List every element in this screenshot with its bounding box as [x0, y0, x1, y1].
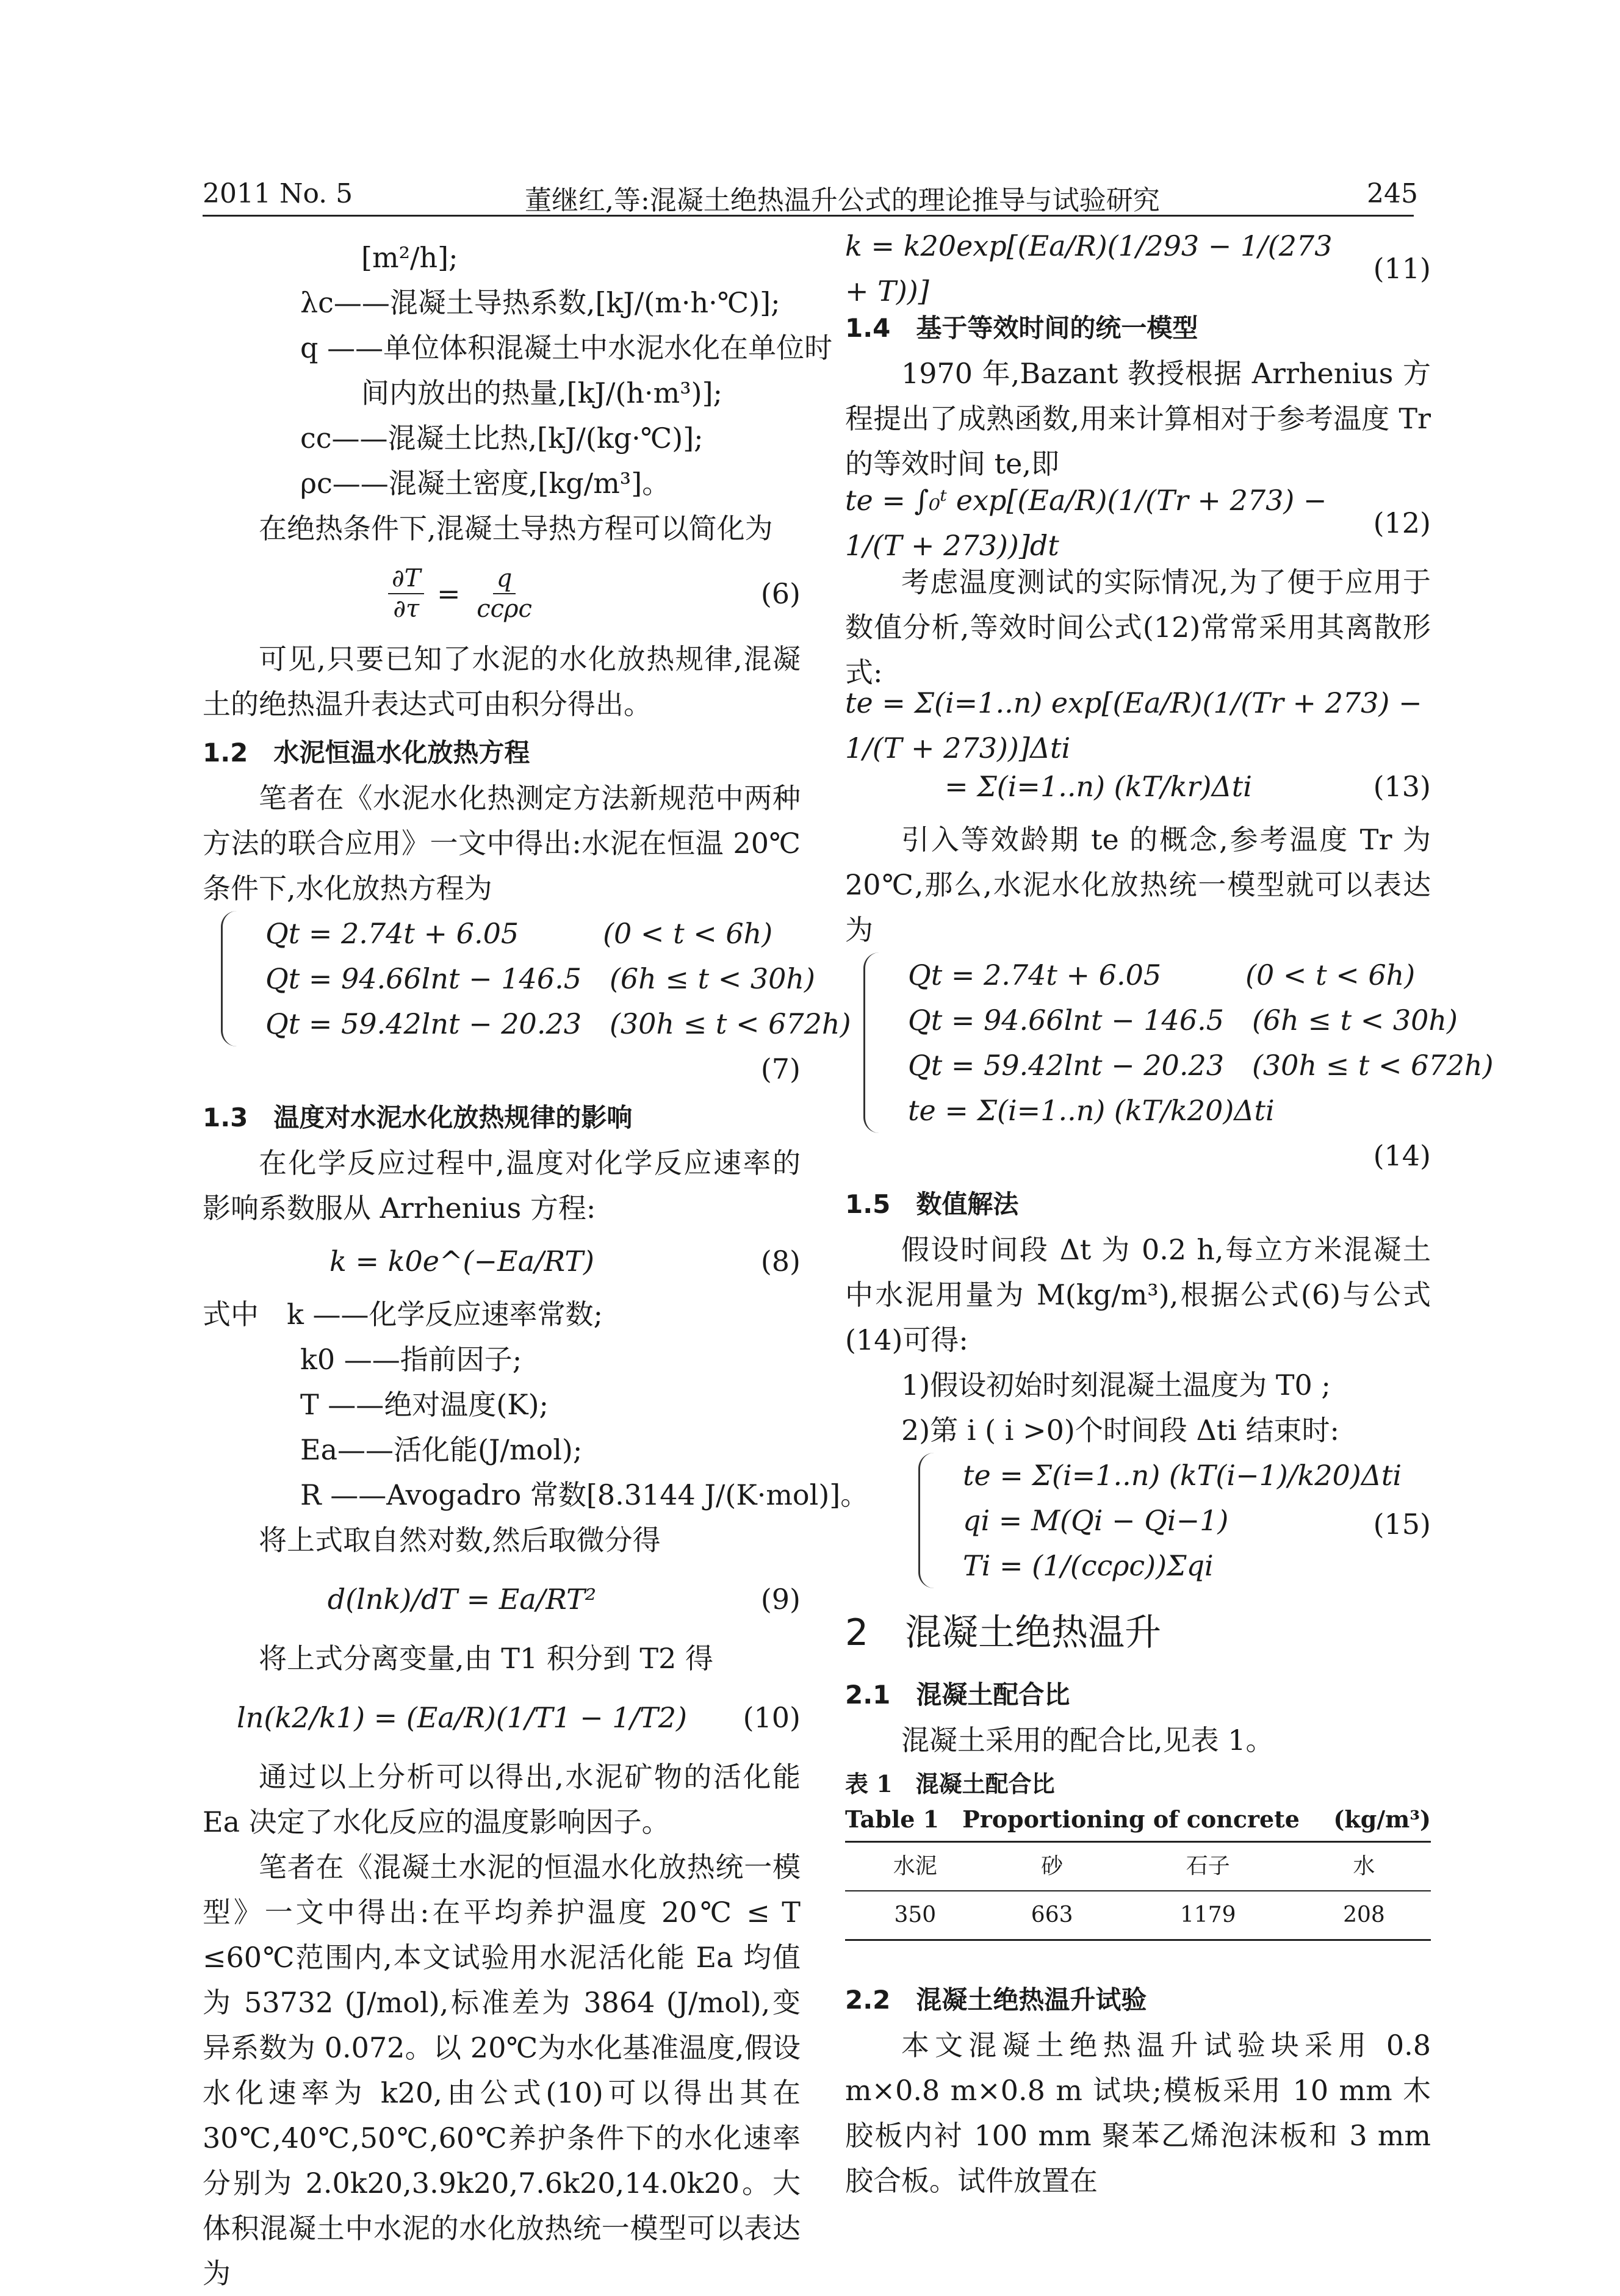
equation-line: Ti = (1/(ccρc))Σqi — [963, 1549, 1214, 1582]
section-heading-2-2: 2.2 混凝土绝热温升试验 — [845, 1985, 1147, 2015]
equation-number: (7) — [760, 1053, 801, 1085]
equation-13-line-2 — [845, 756, 1431, 817]
paragraph: 引入等效龄期 te 的概念,参考温度 Tr 为 20℃,那么,水泥水化放热统一模型就可以表达为 — [845, 823, 1431, 946]
equation-line: Qt = 59.42lnt − 20.23 (30h ≤ t < 672h) — [908, 1049, 1494, 1082]
section-heading-1-3: 1.3 温度对水泥水化放热规律的影响 — [203, 1103, 633, 1132]
equation-number: (6) — [760, 577, 801, 610]
paragraph: 混凝土采用的配合比,见表 1。 — [901, 1724, 1274, 1757]
equation-line: qi = M(Qi − Qi−1) — [963, 1504, 1229, 1537]
equation-6: $\frac{\partial T}{\partial\tau}$ = $\frac{q}{\text{ccρc}}$ (6) — [203, 551, 801, 636]
paragraph: 将上式分离变量,由 T1 积分到 T2 得 — [259, 1642, 714, 1675]
equation-line: Qt = 94.66lnt − 146.5 (6h ≤ t < 30h) — [908, 1004, 1458, 1037]
table-row — [845, 1891, 1431, 1940]
equation-13-line-1 — [845, 686, 1431, 765]
paragraph: 本文混凝土绝热温升试验块采用 0.8 m×0.8 m×0.8 m 试块;模板采用 10 mm 木胶板内衬 100 mm 聚苯乙烯泡沫板和 3 mm 胶合板。试件放置在 — [845, 2029, 1431, 2197]
header-running-title: 董继红,等:混凝土绝热温升公式的理论推导与试验研究 — [525, 185, 1160, 216]
equation-14-system — [863, 952, 1494, 1133]
equation-line: Qt = 2.74t + 6.05 (0 < t < 6h) — [908, 959, 1416, 991]
equation-number: (9) — [760, 1583, 801, 1616]
unit-continuation: [m²/h]; — [361, 241, 458, 274]
paragraph: 在化学反应过程中,温度对化学反应速率的影响系数服从 Arrhenius 方程: — [203, 1146, 801, 1225]
equation-12 — [845, 486, 1431, 560]
equation-15 — [845, 1453, 1431, 1588]
table-header-cell: 水 — [1297, 1842, 1431, 1891]
step-item: 1)假设初始时刻混凝土温度为 T0 ; — [901, 1369, 1331, 1402]
table-cell: 663 — [985, 1891, 1119, 1940]
table-caption-cn: 表 1 混凝土配合比 — [845, 1770, 1055, 1798]
paragraph: 1970 年,Bazant 教授根据 Arrhenius 方程提出了成熟函数,用来计算相对于参考温度 Tr 的等效时间 te,即 — [845, 357, 1431, 480]
paragraph: 通过以上分析可以得出,水泥矿物的活化能 Ea 决定了水化反应的温度影响因子。 — [203, 1760, 801, 1838]
equation-line: Qt = 2.74t + 6.05 (0 < t < 6h) — [265, 917, 773, 950]
header-page-number: 245 — [1367, 178, 1418, 209]
eq6-rhs-denominator: ccρc — [477, 595, 532, 623]
equation-line: te = Σ(i=1..n) (kT/k20)Δti — [908, 1094, 1275, 1127]
symbol-definition: ρc——混凝土密度,[kg/m³]。 — [300, 467, 671, 500]
equation-body: te = Σ(i=1..n) exp[(Ea/R)(1/(Tr + 273) − 1/(T + 273))]Δti — [845, 686, 1422, 765]
equation-15-system — [918, 1453, 1431, 1588]
equation-number: (12) — [1373, 506, 1431, 539]
symbol-definition: 间内放出的热量,[kJ/(h·m³)]; — [361, 376, 723, 409]
equation-line: Qt = 94.66lnt − 146.5 (6h ≤ t < 30h) — [265, 962, 815, 995]
section-heading-1-4: 1.4 基于等效时间的统一模型 — [845, 313, 1198, 343]
equation-line: Qt = 59.42lnt − 20.23 (30h ≤ t < 672h) — [265, 1007, 851, 1040]
symbol-definition: q ——单位体积混凝土中水泥水化在单位时 — [300, 331, 833, 364]
paragraph: 在绝热条件下,混凝土导热方程可以简化为 — [259, 512, 773, 545]
equation-body: k = k0e^(−Ea/RT) — [329, 1245, 594, 1278]
table-header-cell: 水泥 — [845, 1842, 985, 1891]
table-cell: 208 — [1297, 1891, 1431, 1940]
paragraph: 将上式取自然对数,然后取微分得 — [259, 1524, 661, 1556]
equation-number: (10) — [743, 1701, 801, 1734]
equation-number: (14) — [1373, 1139, 1431, 1172]
symbol-definition: cc——混凝土比热,[kJ/(kg·℃)]; — [300, 422, 704, 455]
header-rule — [203, 215, 1414, 217]
symbol-definition: λc——混凝土导热系数,[kJ/(m·h·℃)]; — [300, 286, 780, 319]
equation-11 — [845, 229, 1431, 308]
table-caption-row — [845, 1802, 1431, 1837]
symbol-definition: T ——绝对温度(K); — [300, 1388, 549, 1421]
section-heading-1-2: 1.2 水泥恒温水化放热方程 — [203, 738, 530, 768]
header-journal-issue: 2011 No. 5 — [203, 178, 353, 209]
paragraph: 考虑温度测试的实际情况,为了便于应用于数值分析,等效时间公式(12)常常采用其离散形式: — [845, 566, 1431, 689]
paragraph: 笔者在《水泥水化热测定方法新规范中两种方法的联合应用》一文中得出:水泥在恒温 20℃条件下,水化放热方程为 — [203, 782, 801, 905]
table-header-cell: 砂 — [985, 1842, 1119, 1891]
section-heading-2-1: 2.1 混凝土配合比 — [845, 1680, 1070, 1710]
symbol-definition: R ——Avogadro 常数[8.3144 J/(K·mol)]。 — [300, 1478, 869, 1511]
eq6-lhs-numerator: ∂T — [388, 564, 424, 594]
eq6-lhs-denominator: ∂τ — [393, 595, 420, 623]
equation-body: ln(k2/k1) = (Ea/R)(1/T1 − 1/T2) — [237, 1701, 687, 1734]
paragraph: 笔者在《混凝土水泥的恒温水化放热统一模型》一文中得出:在平均养护温度 20℃ ≤ T ≤60℃范围内,本文试验用水泥活化能 Ea 均值为 53732 (J/mol),标准差为 3864 (J/mol),变异系数为 0.072。以 20℃为水化基准温度,假设水化速率为 k20,由公式(10)可以得出其在 30℃,40℃,50℃,60℃养护条件下的水化速率分别为 2.0k20,3.9k20,7.6k20,14.0k20。大体积混凝土中水泥的水化放热统一模型可以表达为 — [203, 1851, 801, 2290]
table-cell: 1179 — [1119, 1891, 1297, 1940]
equation-body: = Σ(i=1..n) (kT/kr)Δti — [945, 770, 1252, 803]
equation-body: d(lnk)/dT = Ea/RT² — [327, 1583, 597, 1616]
equation-number: (13) — [1373, 770, 1431, 803]
equation-number: (8) — [760, 1245, 801, 1278]
right-column — [845, 229, 1494, 2203]
eq6-rhs-numerator: q — [493, 564, 516, 594]
symbol-definition: Ea——活化能(J/mol); — [300, 1433, 583, 1466]
mix-proportion-table — [845, 1841, 1431, 1941]
equation-7-system — [221, 911, 851, 1046]
section-heading-1-5: 1.5 数值解法 — [845, 1189, 1019, 1219]
table-caption-en: Table 1 Proportioning of concrete — [845, 1805, 1300, 1833]
equation-number: (11) — [1373, 252, 1431, 285]
symbol-definition: 式中 k ——化学反应速率常数; — [203, 1298, 603, 1331]
paragraph: 假设时间段 Δt 为 0.2 h,每立方米混凝土中水泥用量为 M(kg/m³),根据公式(6)与公式(14)可得: — [845, 1233, 1431, 1356]
equation-body: te = ∫₀ᵗ exp[(Ea/R)(1/(Tr + 273) − 1/(T + 273))]dt — [845, 484, 1327, 562]
table-unit: (kg/m³) — [1333, 1805, 1431, 1833]
table-header-row — [845, 1842, 1431, 1891]
symbol-definition: k0 ——指前因子; — [300, 1343, 522, 1376]
equation-10 — [203, 1681, 801, 1754]
paragraph: 可见,只要已知了水泥的水化放热规律,混凝土的绝热温升表达式可由积分得出。 — [203, 642, 801, 721]
section-heading-2: 2 混凝土绝热温升 — [845, 1611, 1162, 1654]
equation-line: te = Σ(i=1..n) (kT(i−1)/k20)Δti — [963, 1459, 1402, 1492]
equation-9 — [203, 1563, 801, 1636]
table-cell: 350 — [845, 1891, 985, 1940]
left-column — [203, 235, 869, 2296]
equation-body: k = k20exp[(Ea/R)(1/293 − 1/(273 + T))] — [845, 229, 1333, 308]
equation-8 — [203, 1231, 801, 1292]
step-item: 2)第 i ( i >0)个时间段 Δti 结束时: — [901, 1414, 1339, 1447]
equation-number: (15) — [1373, 1508, 1431, 1541]
table-header-cell: 石子 — [1119, 1842, 1297, 1891]
